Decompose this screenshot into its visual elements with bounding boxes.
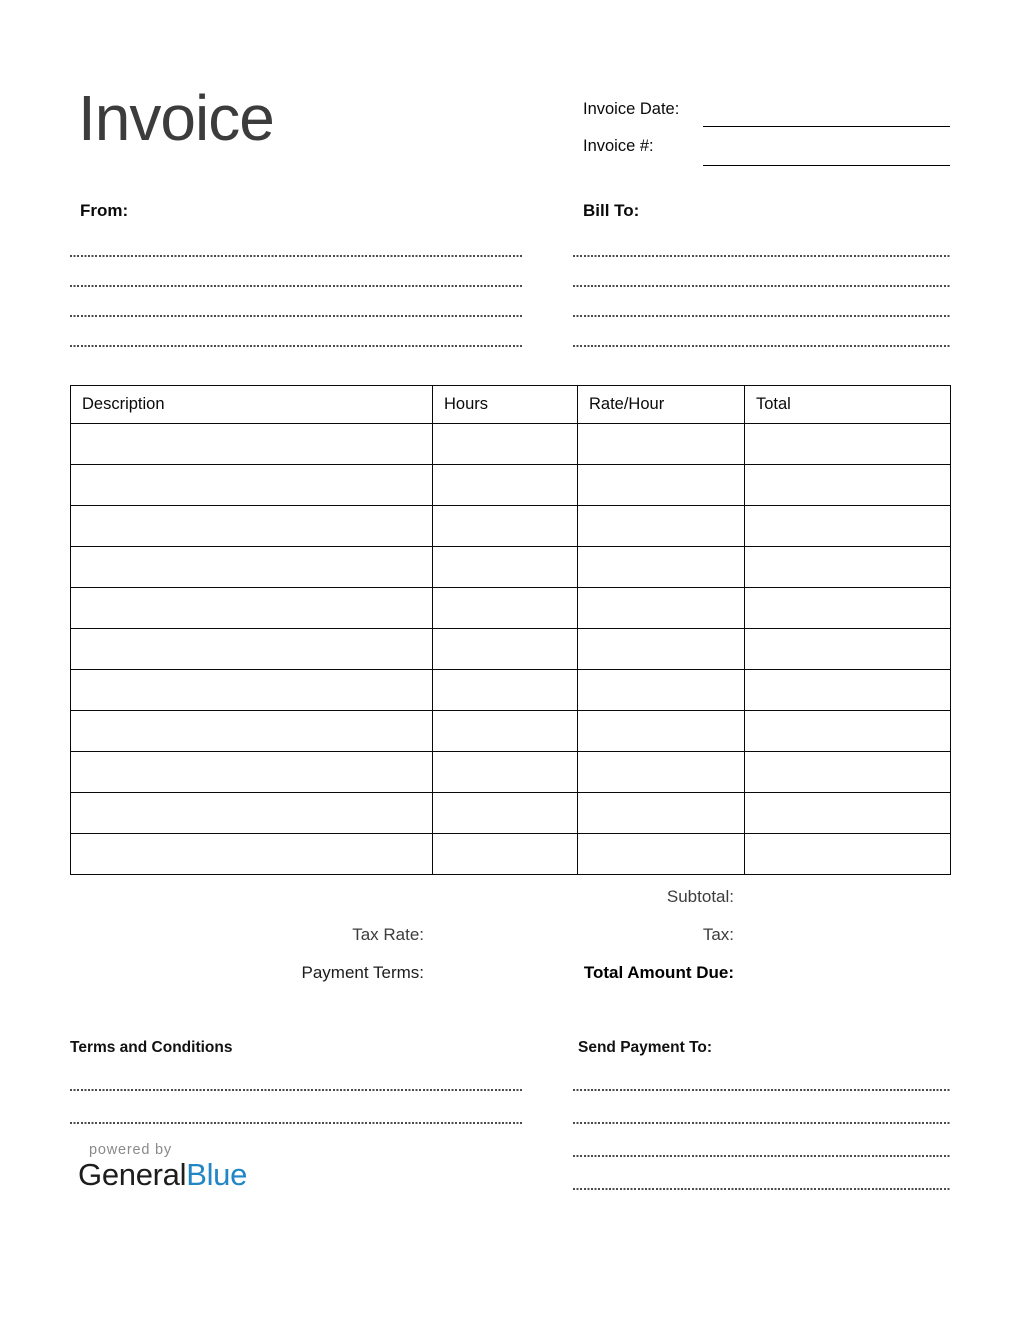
table-cell	[433, 424, 578, 465]
table-cell	[745, 670, 951, 711]
table-header-row	[71, 386, 951, 424]
invoice-number-label: Invoice #:	[583, 137, 654, 155]
terms-and-conditions-heading: Terms and Conditions	[70, 1039, 233, 1056]
table-row	[71, 465, 951, 506]
table-cell	[578, 711, 745, 752]
table-cell	[578, 424, 745, 465]
table-cell	[578, 834, 745, 875]
table-cell	[71, 752, 433, 793]
table-row	[71, 424, 951, 465]
table-cell	[578, 793, 745, 834]
table-cell	[433, 465, 578, 506]
table-row	[71, 793, 951, 834]
table-cell	[433, 752, 578, 793]
bill-to-fill-line	[573, 285, 950, 287]
table-row	[71, 834, 951, 875]
table-cell	[433, 670, 578, 711]
table-cell	[433, 834, 578, 875]
terms-fill-line	[70, 1089, 523, 1091]
table-cell	[745, 506, 951, 547]
bill-to-fill-line	[573, 345, 950, 347]
page-title: Invoice	[78, 82, 274, 154]
table-cell	[745, 793, 951, 834]
invoice-date-line	[703, 126, 950, 127]
table-cell	[578, 547, 745, 588]
bill-to-label: Bill To:	[583, 201, 640, 220]
from-fill-line	[70, 285, 523, 287]
brand-name-blue: Blue	[186, 1157, 248, 1192]
table-cell	[71, 506, 433, 547]
tax-label: Tax:	[702, 925, 734, 944]
send-payment-fill-line	[573, 1089, 950, 1091]
table-cell	[578, 588, 745, 629]
table-cell	[578, 506, 745, 547]
tax-rate-label: Tax Rate:	[352, 925, 424, 944]
from-fill-line	[70, 315, 523, 317]
table-cell	[71, 834, 433, 875]
from-label: From:	[80, 201, 129, 220]
table-row	[71, 547, 951, 588]
column-header-description: Description	[71, 386, 433, 424]
table-cell	[433, 547, 578, 588]
subtotal-label: Subtotal:	[666, 887, 734, 906]
table-row	[71, 506, 951, 547]
table-cell	[433, 711, 578, 752]
invoice-number-line	[703, 165, 950, 166]
table-row	[71, 752, 951, 793]
from-fill-line	[70, 255, 523, 257]
table-row	[71, 670, 951, 711]
table-cell	[578, 752, 745, 793]
column-header-rate-hour: Rate/Hour	[578, 386, 745, 424]
send-payment-fill-line	[573, 1188, 950, 1190]
table-cell	[745, 629, 951, 670]
table-row	[71, 629, 951, 670]
table-cell	[433, 506, 578, 547]
column-header-total: Total	[745, 386, 951, 424]
table-cell	[433, 588, 578, 629]
table-cell	[745, 834, 951, 875]
table-row	[71, 711, 951, 752]
table-cell	[71, 629, 433, 670]
send-payment-to-heading: Send Payment To:	[578, 1039, 713, 1056]
table-cell	[71, 670, 433, 711]
terms-fill-line	[70, 1122, 523, 1124]
from-fill-line	[70, 345, 523, 347]
table-cell	[71, 424, 433, 465]
table-cell	[745, 465, 951, 506]
total-amount-due-label: Total Amount Due:	[583, 963, 734, 982]
table-cell	[71, 793, 433, 834]
table-cell	[745, 588, 951, 629]
table-cell	[578, 465, 745, 506]
table-cell	[71, 588, 433, 629]
send-payment-fill-line	[573, 1122, 950, 1124]
table-cell	[71, 547, 433, 588]
table-cell	[71, 465, 433, 506]
table-cell	[745, 711, 951, 752]
line-items-table	[70, 385, 951, 875]
general-blue-logo	[78, 1158, 247, 1192]
column-header-hours: Hours	[433, 386, 578, 424]
table-cell	[71, 711, 433, 752]
send-payment-fill-line	[573, 1155, 950, 1157]
payment-terms-label: Payment Terms:	[301, 963, 424, 982]
table-cell	[745, 424, 951, 465]
bill-to-fill-line	[573, 255, 950, 257]
table-row	[71, 588, 951, 629]
table-cell	[433, 793, 578, 834]
powered-by-text: powered by	[89, 1142, 172, 1158]
table-cell	[745, 547, 951, 588]
table-cell	[745, 752, 951, 793]
invoice-date-label: Invoice Date:	[583, 100, 680, 118]
brand-name-general: General	[78, 1157, 187, 1192]
bill-to-fill-line	[573, 315, 950, 317]
table-cell	[578, 629, 745, 670]
table-cell	[578, 670, 745, 711]
table-cell	[433, 629, 578, 670]
